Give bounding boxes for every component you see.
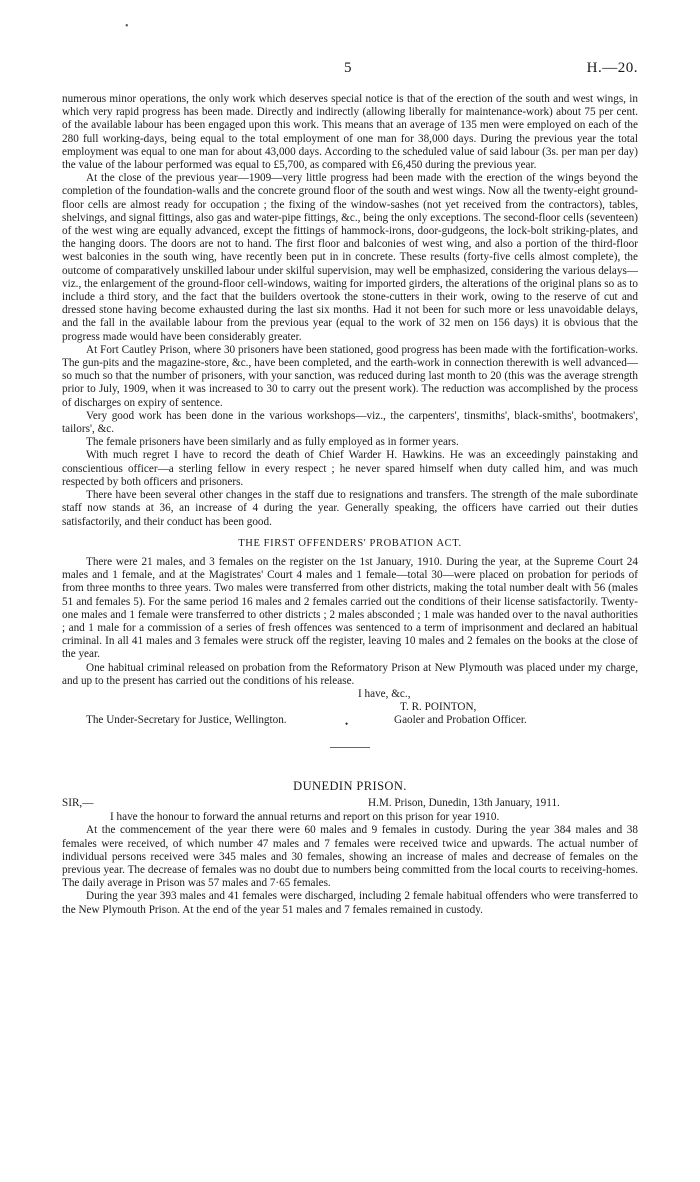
paragraph: There were 21 males, and 3 females on the register on the 1st January, 1910. During the year, at the Supreme Court 24 males and 1 female, and at the Magistrates' Court 4 males and 1 female—total 30—were placed on probation for periods of from three months to three years. Two males were transferred from other districts, making the total number dealt with 56 (males 51 and females 5). For the same period 16 males and 2 females carried out the conditions of their license satisfactorily. Twenty-one males and 1 female were transferred to other districts ; 2 males absconded ; 1 male was handed over to the naval authorities ; and 1 male for a commission of a series of fresh offences was sentenced to a term of imprisonment and declared an habitual criminal. In all 41 males and 3 females were struck off the register, leaving 10 males and 2 females on the books at the close of the year. <box>62 555 638 661</box>
signature-row <box>62 714 638 727</box>
dateline-row <box>62 797 638 811</box>
signatory-title: Gaoler and Probation Officer. <box>394 713 527 726</box>
paragraph: numerous minor operations, the only work which deserves special notice is that of the erection of the south and west wings, in which very rapid progress has been made. Directly and indirectly (allowing liberally for maintenance-work) about 75 per cent. of the available labour has been engaged upon this work. This means that an average of 135 men were employed on each of the 280 full working-days, being equal to the total employment of one man for 38,000 days. During the previous year the total employment was equal to one man for about 43,000 days. According to the scheduled value of said labour (3s. per man per day) the value of the labour performed was equal to £5,700, as compared with £6,450 during the previous year. <box>62 93 638 172</box>
paragraph: During the year 393 males and 41 females were discharged, including 2 female habitual offenders who were transferred to the New Plymouth Prison. At the end of the year 51 males and 7 females remained in custody. <box>62 890 638 916</box>
addressee: The Under-Secretary for Justice, Wellington. <box>86 713 287 726</box>
paragraph: At the commencement of the year there were 60 males and 9 females in custody. During the year 384 males and 38 females were received, of which number 47 males and 7 females were received twice and upwards. The actual number of individual persons received were 345 males and 30 females, showing an increase of males and decrease of females on the previous year. The decrease of females was no doubt due to numbers being committed from the local courts to receiving-homes. The daily average in Prison was 57 males and 7·65 females. <box>62 824 638 890</box>
section-heading-dunedin: DUNEDIN PRISON. <box>293 778 407 793</box>
page-number: 5 <box>344 60 352 76</box>
paragraph: With much regret I have to record the death of Chief Warder H. Hawkins. He was an exceedingly painstaking and conscientious officer—a sterling fellow in every respect ; he never spared himself when duty called him, and was much respected by both officers and prisoners. <box>62 449 638 488</box>
dateline: H.M. Prison, Dunedin, 13th January, 1911. <box>368 797 560 810</box>
paragraph: Very good work has been done in the various workshops—viz., the carpenters', tinsmiths', black-smiths', bootmakers', tailors', &c. <box>62 409 638 436</box>
paragraph: At Fort Cautley Prison, where 30 prisoners have been stationed, good progress has been made with the fortification-works. The gun-pits and the magazine-store, &c., have been completed, and the earth-work in connection therewith is well advanced—so much so that the number of prisoners, with your sanction, was reduced during last month to 20 (this was the average strength prior to July, 1909, when it was increased to 30 to carry out the present work). The reduction was accomplished by the process of discharges on expiry of sentence. <box>62 343 638 409</box>
document-reference: H.—20. <box>586 60 638 76</box>
section-heading-probation: THE FIRST OFFENDERS' PROBATION ACT. <box>238 537 462 549</box>
report-body <box>62 93 638 917</box>
letter-closing <box>62 688 638 714</box>
salutation: SIR,— <box>62 797 94 810</box>
paragraph: The female prisoners have been similarly and as fully employed as in former years. <box>86 436 459 449</box>
paragraph: There have been several other changes in the staff due to resignations and transfers. The strength of the male subordinate staff now stands at 36, an increase of 4 during the year. Generally speaking, the officers have carried out their duties satisfactorily, and their conduct has been good. <box>62 489 638 528</box>
section-divider <box>330 747 370 748</box>
margin-mark: • <box>345 718 349 729</box>
closing-phrase: I have, &c., <box>358 687 411 700</box>
paragraph: At the close of the previous year—1909—very little progress had been made with the erection of the wings beyond the completion of the foundation-walls and the concrete ground floor of the south and west wings. Now all the twenty-eight ground-floor cells are almost ready for occupation ; the fixing of the window-sashes (not yet received from the contractors), tables, shelvings, and signal fittings, also gas and water-pipe fittings, &c., being the only exceptions. The second-floor cells (seventeen) of the west wing are equally advanced, except the fittings of hammock-irons, door-gudgeons, the lock-bolt striking-plates, and the hanging doors. The doors are not to hand. The first floor and balconies of west wing, and also a portion of the third-floor west balconies in the south wing, have recently been put in in concrete. These results (forty-five cells almost complete), the outcome of comparatively unskilled labour under skilful supervision, may well be emphasized, considering the various delays—viz., the enlargement of the ground-floor cell-windows, waiting for imported girders, the alterations of the original plans so as to include a third story, and the fact that the builders overtook the stone-cutters in their work, owing to the reserve of cut and dressed stone having become exhausted during the last six months. Had it not been for such more or less unavoidable delays, and the fall in the available labour from the previous year (equal to the work of 32 men on 156 days) it is obvious that the progress made would have been considerably greater. <box>62 172 638 343</box>
signatory-name: T. R. POINTON, <box>400 700 477 713</box>
paragraph: One habitual criminal released on probation from the Reformatory Prison at New Plymouth was placed under my charge, and up to the present has carried out the conditions of his release. <box>62 661 638 687</box>
margin-mark: • <box>125 21 129 32</box>
paragraph: I have the honour to forward the annual returns and report on this prison for year 1910. <box>110 811 500 824</box>
